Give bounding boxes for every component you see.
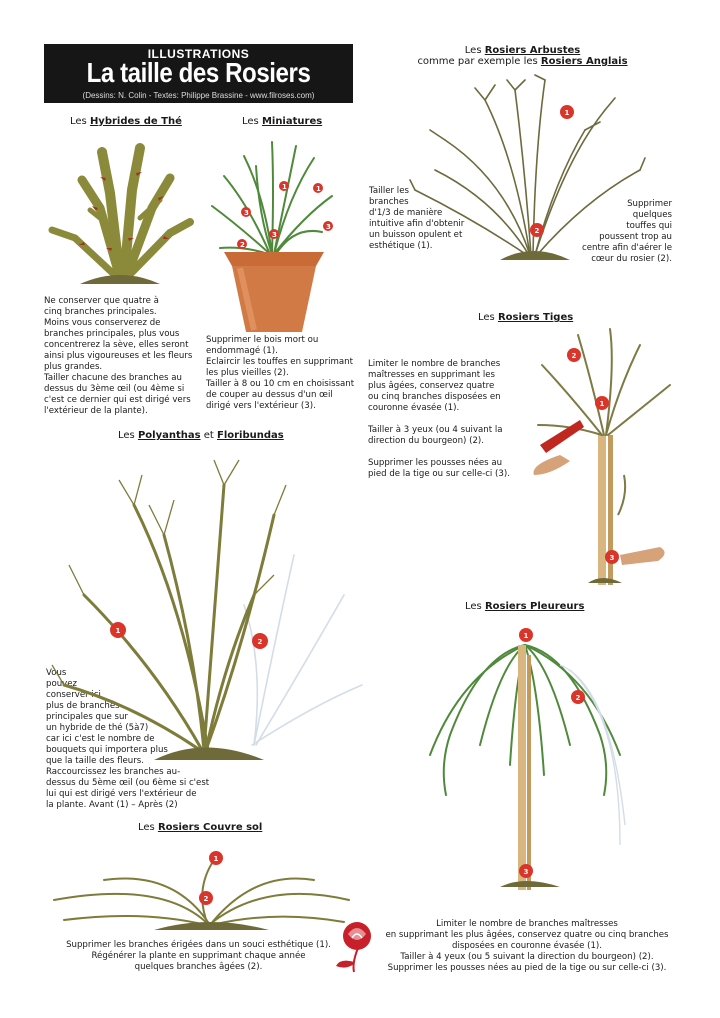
header-credits: (Dessins: N. Colin - Textes: Philippe Brassine - www.filroses.com) (82, 91, 315, 100)
svg-text:1: 1 (599, 400, 605, 408)
svg-text:2: 2 (571, 352, 577, 360)
svg-text:2: 2 (575, 694, 581, 702)
section-title-miniatures: Les Miniatures (242, 116, 323, 127)
header-banner (44, 44, 353, 103)
text-miniatures: Supprimer le bois mort ou endommagé (1). Eclaircir les touffes en supprimant les plus vieilles (2). Tailler à 8 ou 10 cm en choisissant de couper au dessus d'un œil dirigé vers l'extérieur (3). (206, 335, 355, 411)
svg-text:3: 3 (609, 554, 615, 562)
svg-text:1: 1 (523, 632, 529, 640)
hybrides-illustration (40, 138, 200, 288)
tiges-illustration (530, 325, 680, 590)
svg-text:1: 1 (213, 855, 219, 863)
rose-icon (330, 918, 385, 973)
section-title-hybrides: Les Hybrides de Thé (70, 116, 182, 127)
header-overline: ILLUSTRATIONS (147, 47, 250, 61)
svg-text:2: 2 (534, 227, 540, 235)
svg-text:3: 3 (244, 209, 249, 217)
svg-text:1: 1 (564, 109, 570, 117)
svg-text:2: 2 (240, 241, 245, 249)
text-arbustes-left: Tailler les branches d'1/3 de manière intuitive afin d'obtenir un buisson opulent et esthétique (1). (369, 186, 465, 251)
section-title-polyanthas: Les Polyanthas et Floribundas (118, 430, 284, 441)
section-title-tiges: Les Rosiers Tiges (478, 312, 574, 323)
svg-text:3: 3 (326, 223, 331, 231)
text-couvre-sol: Supprimer les branches érigées dans un souci esthétique (1). Régénérer la plante en supprimant chaque année quelques branches âgées (2). (66, 940, 331, 972)
polyanthas-illustration (44, 445, 364, 765)
svg-text:3: 3 (272, 231, 277, 239)
svg-text:1: 1 (115, 627, 121, 635)
text-pleureurs: Limiter le nombre de branches maîtresses en supprimant les plus âgées, conservez quatre ou cinq branches disposées en couronne évasée (1). Tailler à 4 yeux (ou 5 suivant la direction du bourgeon) (2). Supprimer les pousses nées au pied de la tige ou sur celle-ci (3). (385, 919, 669, 973)
pleureurs-illustration (420, 625, 630, 895)
section-title-arbustes: Les Rosiers Arbustes comme par exemple les Rosiers Anglais (417, 45, 628, 67)
svg-text:2: 2 (203, 895, 209, 903)
svg-text:1: 1 (316, 185, 321, 193)
page-title: La taille des Rosiers (86, 57, 311, 88)
text-tiges: Limiter le nombre de branches maîtresses en supprimant les plus âgées, conservez quatre ou cinq branches disposées en couronne évasée (1). Tailler à 3 yeux (ou 4 suivant la direction du bourgeon) (2). Supprimer les pousses nées au pied de la tige ou sur celle-ci (3). (368, 359, 510, 479)
section-title-couvre-sol: Les Rosiers Couvre sol (138, 822, 263, 833)
arbustes-illustration (405, 70, 650, 265)
section-title-pleureurs: Les Rosiers Pleureurs (465, 601, 585, 612)
miniatures-illustration (204, 136, 344, 336)
couvre-sol-illustration (44, 840, 354, 935)
text-hybrides: Ne conserver que quatre à cinq branches principales. Moins vous conserverez de branches principales, plus vous concentrerez la sève, elles seront ainsi plus vigoureuses et les fleurs plus grandes. Tailler chacune des branches au dessus du 3ème œil (ou 4ème si c'est ce dernier qui est dirigé vers l'extérieur de la plante). (44, 296, 193, 416)
text-polyanthas: Vous pouvez conserver ici plus de branches principales que sur un hybride de thé (5à7) car ici c'est le nombre de bouquets qui importera plus que la taille des fleurs. Raccourcissez les branches au- dessus du 5ème œil (ou 6ème si c'est lui qui est dirigé vers l'extérieur de la plante. Avant (1) – Après (2) (46, 668, 210, 810)
svg-text:1: 1 (282, 183, 287, 191)
text-arbustes-right: Supprimer quelques touffes qui poussent trop au centre afin d'aérer le cœur du rosier (2). (582, 199, 672, 264)
svg-text:3: 3 (523, 868, 529, 876)
svg-text:2: 2 (257, 638, 263, 646)
